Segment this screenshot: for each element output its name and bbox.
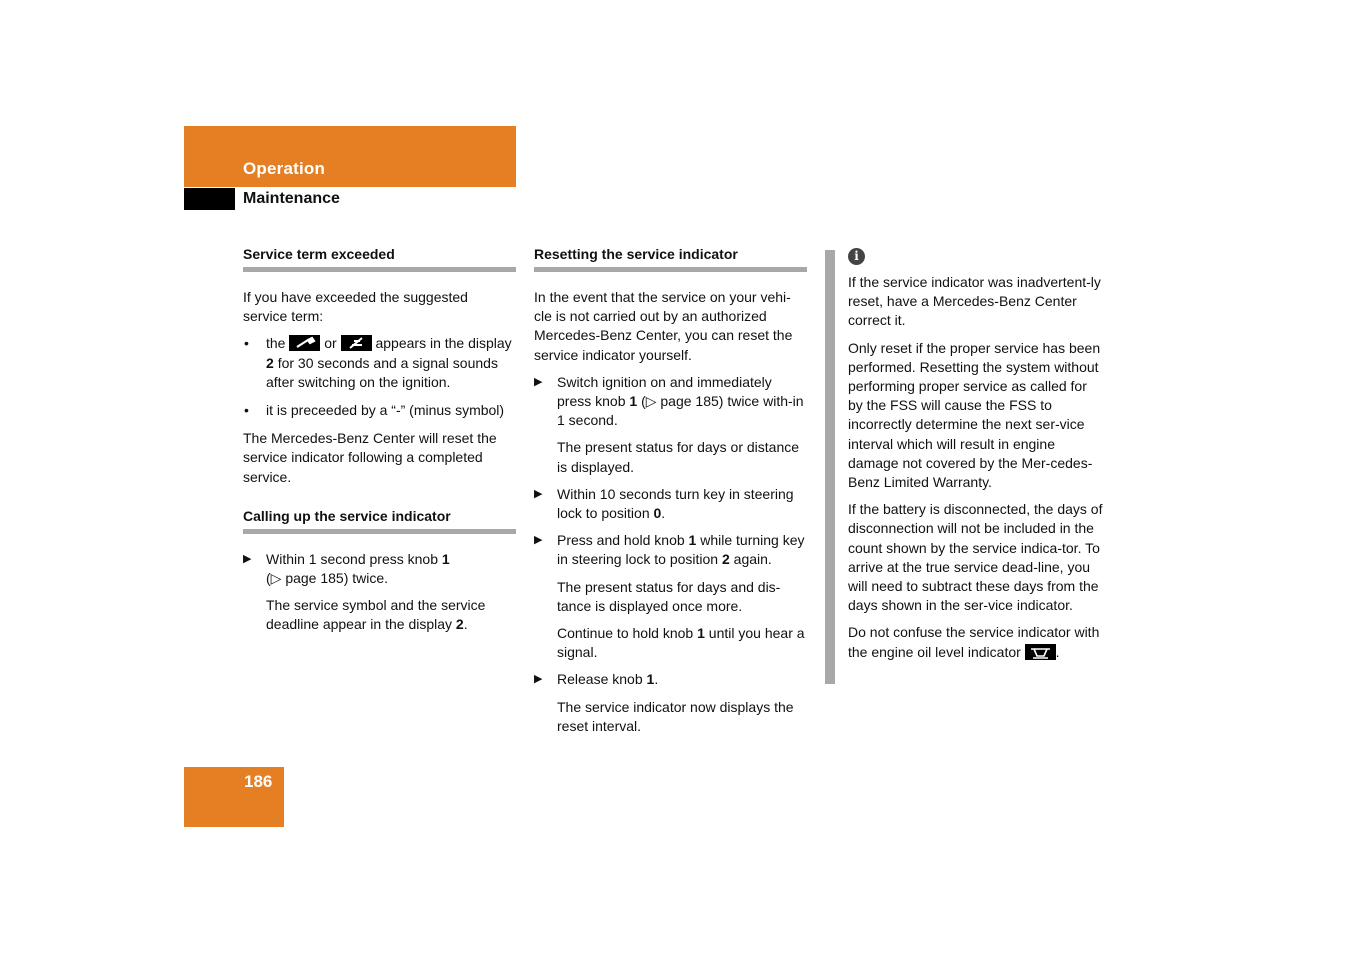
arrow-right-icon: ▶ (534, 673, 543, 686)
arrow-right-icon: ▶ (534, 375, 543, 388)
wrench-icon (289, 335, 320, 351)
header-marker (184, 188, 235, 210)
heading-service-term-exceeded: Service term exceeded (243, 245, 516, 272)
column-left (243, 245, 516, 643)
header-bar (184, 126, 516, 187)
bullet-icon: • (244, 335, 249, 352)
info-icon: i (848, 248, 865, 265)
arrow-right-icon: ▶ (534, 487, 543, 500)
step-item: ▶ Release knob 1. (534, 670, 807, 689)
note-box (848, 246, 1103, 670)
step-item: ▶ Switch ignition on and immediately press knob 1 (▷ page 185) twice with-in 1 second. (534, 373, 804, 429)
column-middle (534, 245, 807, 744)
section-subtitle: Maintenance (243, 190, 340, 207)
step-item: ▶ Within 10 seconds turn key in steering lock to position 0. (534, 485, 794, 522)
note-bar (825, 250, 835, 684)
paragraph: If you have exceeded the suggested service term: (243, 289, 468, 325)
oil-level-icon (1025, 644, 1056, 660)
step-result: The service symbol and the service deadline appear in the display 2. (266, 597, 486, 633)
heading-resetting: Resetting the service indicator (534, 245, 807, 272)
note-paragraph: If the service indicator was inadvertent-ly reset, have a Mercedes-Benz Center correct it. (848, 274, 1101, 329)
step-result: The present status for days or distance is displayed. (557, 439, 800, 475)
paragraph: The Mercedes-Benz Center will reset the service indicator following a completed service. (243, 430, 497, 485)
note-paragraph: Do not confuse the service indicator with the engine oil level indicator . (848, 624, 1100, 660)
step-item: ▶ Within 1 second press knob 1 (▷ page 185) twice. (243, 550, 450, 587)
note-paragraph: If the battery is disconnected, the days of disconnection will not be included in the count shown by the service indica-tor. To arrive at the true service dead-line, you will need to subtract these days from the days shown in the ser-vice indicator. (848, 501, 1103, 614)
arrow-right-icon: ▶ (243, 552, 252, 565)
bullet-icon: • (244, 402, 249, 419)
page-number: 186 (244, 772, 273, 791)
section-title: Operation (243, 159, 326, 178)
paragraph: In the event that the service on your vehi-cle is not carried out by an authorized Mercedes-Benz Center, you can reset the service indicator yourself. (534, 289, 793, 363)
step-result: The service indicator now displays the reset interval. (557, 698, 794, 734)
step-result: Continue to hold knob 1 until you hear a signal. (557, 625, 805, 661)
note-paragraph: Only reset if the proper service has been performed. Resetting the system without performing proper service as called for by the FSS will cause the FSS to incorrectly determine the next ser-vice interval which will result in engine damage not covered by the Mer-cedes-Benz Limited Warranty. (848, 339, 1101, 491)
step-result: The present status for days and dis-tance is displayed once more. (557, 578, 781, 614)
heading-calling-up: Calling up the service indicator (243, 507, 516, 534)
list-item: • it is preceeded by a “-” (minus symbol) (243, 401, 516, 420)
list-item: • the or appears in the display 2 for 30 seconds and a signal sounds after switching on the ignition. (244, 335, 512, 390)
arrow-right-icon: ▶ (534, 534, 543, 547)
step-item: ▶ Press and hold knob 1 while turning key in steering lock to position 2 again. (534, 532, 805, 568)
service-lift-icon (341, 335, 372, 351)
